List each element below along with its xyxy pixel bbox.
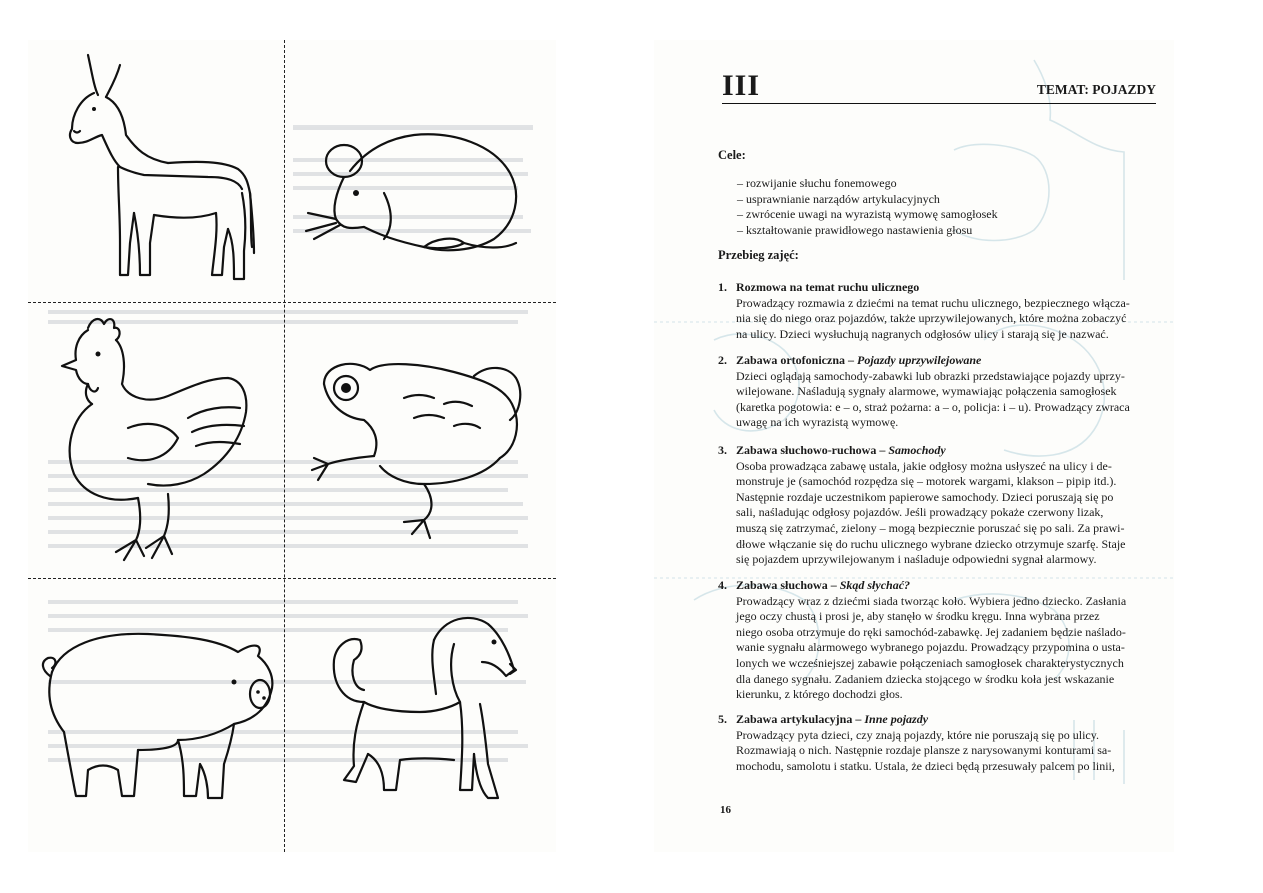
section-title-text: Rozmowa na temat ruchu ulicznego — [736, 280, 920, 294]
horizontal-cut-line — [28, 578, 556, 579]
body-line: (karetka pogotowia: e – o, straż pożarna: a – o, policja: i – u). Prowadzący zwraca — [736, 399, 1130, 414]
section-title — [718, 280, 1158, 296]
goals-heading: Cele: — [718, 148, 746, 162]
body-line: muszą się zatrzymać, zielony – mogą bezpiecznie poruszać się po sali. Za prawi- — [736, 520, 1125, 535]
chapter-header — [722, 69, 1156, 104]
section-4 — [718, 578, 1158, 703]
section-number: 2. — [718, 353, 727, 367]
section-body — [736, 296, 1158, 343]
body-line: Dzieci oglądają samochody-zabawki lub obrazki przedstawiające pojazdy uprzy- — [736, 368, 1125, 383]
body-line: wilejowane. Naśladują sygnały alarmowe, wymawiając połączenia samogłosek — [736, 384, 1117, 399]
body-line: nia się do niego oraz pojazdów, także uprzywilejowanych, które można zobaczyć — [736, 311, 1127, 326]
body-line: Prowadzący wraz z dziećmi siada tworząc koło. Wybiera jedno dziecko. Zasłania — [736, 593, 1127, 608]
hen-drawing — [28, 308, 284, 576]
pig-drawing — [28, 584, 284, 852]
section-5 — [718, 712, 1158, 774]
section-number: 3. — [718, 443, 727, 457]
donkey-drawing — [28, 40, 284, 308]
left-page — [28, 40, 556, 852]
section-title — [718, 712, 1158, 728]
dog-drawing — [284, 584, 540, 852]
section-body — [736, 594, 1158, 703]
section-subtitle: Pojazdy uprzywilejowane — [857, 353, 982, 367]
goals-list — [737, 176, 998, 238]
section-subtitle: Inne pojazdy — [864, 712, 929, 726]
section-title-text: Zabawa słuchowa – — [736, 578, 840, 592]
body-line: niego osoba otrzymuje do ręki samochód-zabawkę. Jej zadaniem będzie naślado- — [736, 624, 1126, 639]
mouse-drawing — [284, 40, 540, 308]
body-line: Prowadzący pyta dzieci, czy znają pojazdy, które nie poruszają się po ulicy. — [736, 727, 1099, 742]
section-number: 5. — [718, 712, 727, 726]
goal-item: – usprawnianie narządów artykulacyjnych — [737, 191, 940, 206]
section-title-text: Zabawa artykulacyjna – — [736, 712, 865, 726]
page-number: 16 — [720, 804, 731, 816]
section-title — [718, 353, 1158, 369]
right-page — [654, 40, 1174, 852]
goal-item: – rozwijanie słuchu fonemowego — [737, 176, 897, 190]
goal-item: – kształtowanie prawidłowego nastawienia głosu — [737, 222, 973, 237]
body-line: monstruje je (samochód rozpędza się – motorek wargami, klakson – pipip itd.). — [736, 474, 1117, 489]
body-line: Następnie rozdaje uczestnikom papierowe samochody. Dzieci poruszają się po — [736, 489, 1114, 504]
section-title — [718, 578, 1158, 594]
course-heading: Przebieg zajęć: — [718, 248, 799, 262]
body-line: kierunku, z którego dochodzi głos. — [736, 687, 903, 702]
body-line: się pojazdem uprzywilejowanym i naśladuje odpowiedni sygnał alarmowy. — [736, 552, 1097, 567]
frog-drawing — [284, 308, 540, 576]
chapter-number: III — [722, 69, 761, 102]
body-line: uwagę na ich wyrazistą wymowę. — [736, 415, 899, 430]
body-line: Osoba prowadząca zabawę ustala, jakie odgłosy można usłyszeć na ulicy i de- — [736, 458, 1112, 473]
section-title-text: Zabawa słuchowo-ruchowa – — [736, 443, 889, 457]
body-line: dla danego sygnału. Zadaniem dziecka stojącego w środku koła jest wskazanie — [736, 671, 1115, 686]
goal-item: – zwrócenie uwagi na wyrazistą wymowę samogłosek — [737, 207, 998, 221]
chapter-topic: TEMAT: POJAZDY — [1036, 82, 1156, 97]
section-title — [718, 443, 1158, 459]
section-body — [736, 459, 1158, 568]
body-line: jego oczy chustą i prosi je, aby stanęło w środku kręgu. Inna wybrana przez — [736, 609, 1100, 624]
section-number: 4. — [718, 578, 727, 592]
body-line: mochodu, samolotu i statku. Ustala, że dzieci będą przesuwały palcem po linii, — [736, 758, 1115, 773]
body-line: sali, naśladując odgłosy pojazdów. Jeśli prowadzący pokaże czerwony lizak, — [736, 505, 1104, 520]
section-body — [736, 369, 1158, 431]
section-2 — [718, 353, 1158, 431]
body-line: dłowe włączanie się do ruchu ulicznego wybrane dziecko otrzymuje szarfę. Staje — [736, 536, 1126, 551]
section-body — [736, 728, 1158, 775]
section-3 — [718, 443, 1158, 568]
body-line: Rozmawiają o nich. Następnie rozdaje plansze z narysowanymi konturami sa- — [736, 743, 1112, 758]
section-subtitle: Samochody — [888, 443, 946, 457]
section-number: 1. — [718, 280, 727, 294]
section-1 — [718, 280, 1158, 342]
section-subtitle: Skąd słychać? — [839, 578, 911, 592]
body-line: Prowadzący rozmawia z dziećmi na temat ruchu ulicznego, bezpiecznego włącza- — [736, 295, 1130, 310]
section-title-text: Zabawa ortofoniczna – — [736, 353, 857, 367]
body-line: wanie sygnału alarmowego wybranego pojazdu. Prowadzący przypomina o usta- — [736, 640, 1125, 655]
body-line: na ulicy. Dzieci wysłuchują nagranych odgłosów ulicy i starają się je nazwać. — [736, 326, 1109, 341]
body-line: lonych we wcześniejszej zabawie połączeniach samogłosek charakterystycznych — [736, 655, 1124, 670]
